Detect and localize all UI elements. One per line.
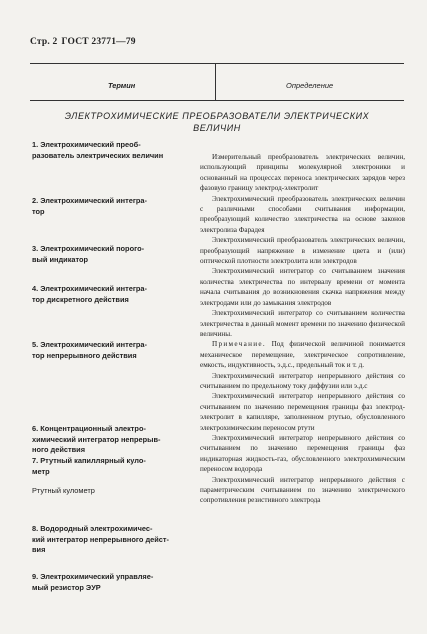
section-title-line-1: ЭЛЕКТРОХИМИЧЕСКИЕ ПРЕОБРАЗОВАТЕЛИ ЭЛЕКТРИЧЕСКИХ bbox=[64, 111, 370, 121]
term-8-line-3: вия bbox=[32, 545, 46, 554]
term-1-line-2: разователь электрических величин bbox=[32, 150, 164, 160]
term-8-line-2: кий интегратор непрерывного дейст- bbox=[32, 534, 169, 544]
definition-1: Измерительный преобразователь электрических величин, использующий принципы молекулярной электроники и основанный на процессах переноса электрических зарядов через фазовую границу электрод-электролит bbox=[200, 153, 405, 193]
term-7 bbox=[32, 456, 210, 477]
standard-number: ГОСТ 23771—79 bbox=[61, 37, 136, 47]
term-7-line-1: 7. Ртутный капиллярный куло- bbox=[32, 456, 146, 465]
term-7-line-2: метр bbox=[32, 466, 50, 476]
definition-5: Электрохимический интегратор со считыванием количества электричества в данный момент времени по значению физической величины. bbox=[200, 309, 405, 338]
term-7-synonym bbox=[32, 486, 210, 497]
term-6 bbox=[32, 424, 210, 456]
section-title bbox=[30, 110, 404, 134]
page-number: Стр. 2 bbox=[30, 37, 58, 47]
term-9-line-1: 9. Электрохимический управляе- bbox=[32, 572, 154, 581]
definition-7: Электрохимический интегратор непрерывного действия со считыванием по значению перемещения границы фаз электрод-электролит в капилляре, заполненном ртутью, обусловленного электрохимическим переносом ртути bbox=[200, 392, 405, 432]
page-header bbox=[30, 37, 136, 47]
note-text: Под физической величиной понимается механическое перемещение, электрическое сопротивление, емкость, индуктивность, э.д.с., предельный ток и т. д. bbox=[200, 340, 406, 370]
definition-column-header: Определение bbox=[286, 81, 334, 90]
term-5 bbox=[32, 340, 210, 361]
table-header bbox=[30, 63, 404, 101]
term-8-line-1: 8. Водородный электрохимичес- bbox=[32, 524, 153, 533]
term-6-line-2: химический интегратор непрерыв- bbox=[32, 434, 161, 444]
term-9 bbox=[32, 572, 210, 593]
section-title-line-2: ВЕЛИЧИН bbox=[193, 123, 241, 133]
term-3-line-2: вый индикатор bbox=[32, 254, 89, 264]
term-4 bbox=[32, 284, 210, 305]
term-1-line-1: 1. Электрохимический преоб- bbox=[32, 140, 141, 149]
definition-9: Электрохимический интегратор непрерывного действия с параметрическим считыванием по значению электрического сопротивления резистивного электрода bbox=[200, 475, 405, 505]
definition-2: Электрохимический преобразователь электрических величин с различными способами считывания информации, преобразующий количество электричества на основе законов электролиза Фарадея bbox=[200, 194, 405, 234]
term-5-line-2: тор непрерывного действия bbox=[32, 350, 137, 360]
term-5-line-1: 5. Электрохимический интегра- bbox=[32, 340, 147, 349]
definition-3: Электрохимический преобразователь электрических величин, преобразующий напряжение в изменение цвета и (или) оптической плотности электролита или электродов bbox=[200, 236, 405, 266]
definition-4: Электрохимический интегратор со считыванием значения количества электричества по интервалу времени от момента начала считывания до возникновения скачка напряжения между электродами или до замыкания электродов bbox=[200, 267, 405, 307]
term-9-line-2: мый резистор ЭУР bbox=[32, 582, 101, 592]
definitions-column bbox=[200, 152, 405, 506]
term-6-line-1: 6. Концентрационный электро- bbox=[32, 424, 146, 433]
definition-6: Электрохимический интегратор непрерывного действия со считыванием по предельному току диффузии или э.д.с bbox=[200, 371, 405, 390]
term-4-line-1: 4. Электрохимический интегра- bbox=[32, 284, 147, 293]
term-7-synonym-line-1: Ртутный кулометр bbox=[32, 486, 95, 495]
term-2-line-2: тор bbox=[32, 206, 45, 216]
definition-8: Электрохимический интегратор непрерывного действия со считыванием по значению перемещения границы фаз индикаторная жидкость-газ, обусловленного электрохимическим переносом водорода bbox=[200, 433, 405, 474]
term-2-line-1: 2. Электрохимический интегра- bbox=[32, 196, 147, 205]
term-3-line-1: 3. Электрохимический порого- bbox=[32, 244, 145, 253]
note-lead: Примечание. bbox=[212, 340, 266, 349]
term-4-line-2: тор дискретного действия bbox=[32, 294, 129, 304]
term-1 bbox=[32, 140, 210, 161]
note bbox=[200, 339, 405, 370]
term-column-header: Термин bbox=[108, 81, 136, 90]
term-6-line-3: ного действия bbox=[32, 445, 86, 454]
term-8 bbox=[32, 524, 210, 556]
term-2 bbox=[32, 196, 210, 217]
term-3 bbox=[32, 244, 210, 265]
